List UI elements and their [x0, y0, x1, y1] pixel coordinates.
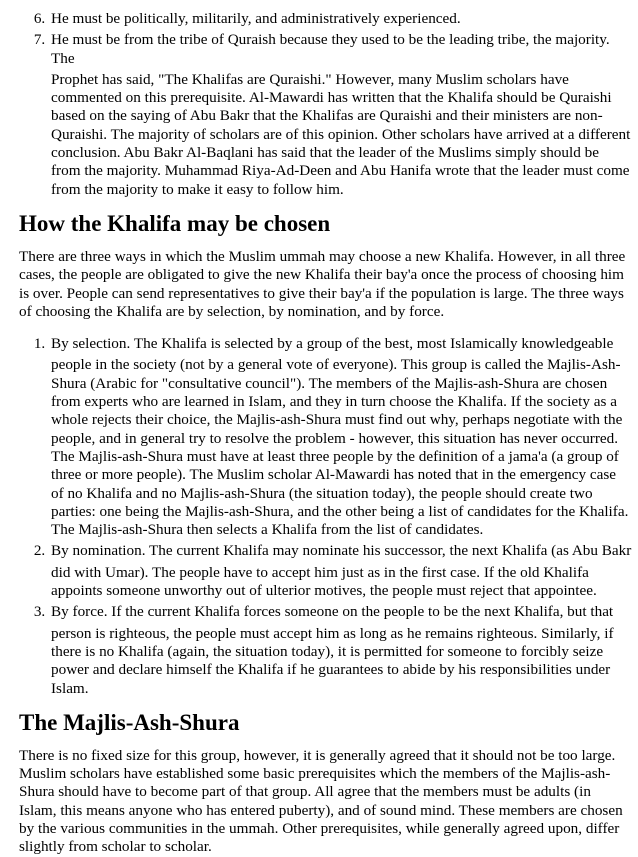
list-item-text: did with Umar). The people have to accept him just as in the first case. If the old Khalifa appoints someone unworthy out of ulterior motives, the people must reject that appointee.: [51, 563, 597, 600]
prerequisites-list: [19, 10, 632, 199]
list-item-text: Prophet has said, "The Khalifas are Quraishi." However, many Muslim scholars have commented on this prerequisite. Al-Mawardi has written that the Khalifa should be Quraishi based on the saying of Abu Bakr that the Khalifas are Quraishi and their ministers are non-Quraishi. The majority of scholars are of this opinion. Other scholars have arrived at a different conclusion. Abu Bakr Al-Baqlani has said that the leader of the Muslims simply should be from the majority. Muhammad Riya-Ad-Deen and Abu Hanifa wrote that the leader must come from the majority to make it easy to follow him.: [51, 70, 631, 198]
list-item-first-line: 2. By nomination. The current Khalifa may nominate his successor, the next Khalifa (as Abu Bakr: [51, 542, 632, 560]
section-heading-choosing: How the Khalifa may be chosen: [19, 210, 331, 236]
list-item-text: people in the society (not by a general vote of everyone). This group is called the Majlis-Ash-Shura (Arabic for "consultative council"). The members of the Majlis-ash-Shura are chosen from experts who are learned in Islam, and they in turn choose the Khalifa. If the society as a whole rejects their choice, the Majlis-ash-Shura must find out why, perhaps negotiate with the people, and in general try to resolve the problem - however, this situation has never occurred. The Majlis-ash-Shura must have at least three people by the definition of a jama'a (a group of three or more people). The Muslim scholar Al-Mawardi has noted that in the emergency case of no Khalifa and no Majlis-ash-Shura (the situation today), the people should create two parties: one being the Majlis-ash-Shura, and the other being a list of candidates for the Khalifa. The Majlis-ash-Shura then selects a Khalifa from the list of candidates.: [51, 356, 629, 539]
list-item: [49, 31, 632, 199]
section-intro-paragraph: There are three ways in which the Muslim ummah may choose a new Khalifa. However, in all three cases, the people are obligated to give the new Khalifa their bay'a once the process of choosing him is over. People can send representatives to give their bay'a if the population is large. The three ways of choosing the Khalifa are by selection, by nomination, and by force.: [19, 247, 626, 320]
majlis-paragraph: There is no fixed size for this group, however, it is generally agreed that it should not be too large. Muslim scholars have established some basic prerequisites which the members of the Majlis-ash-Shura should have to become part of that group. All agree that the members must be adults (in Islam, this means anyone who has entered puberty), and of sound mind. These members are chosen by the various communities in the ummah. Other prerequisites, while generally agreed upon, differ slightly from scholar to scholar.: [19, 746, 623, 856]
list-item-first-line: 1. By selection. The Khalifa is selected by a group of the best, most Islamically knowledgeable: [51, 335, 614, 353]
list-item-text: person is righteous, the people must accept him as long as he remains righteous. Similarly, if there is no Khalifa (again, the situation today), it is permitted for someone to forcibly seize power and declare himself the Khalifa if he guarantees to abide by his responsibilities under Islam.: [51, 624, 614, 697]
section-heading-majlis: The Majlis-Ash-Shura: [19, 709, 240, 735]
list-item: [49, 542, 632, 600]
ways-list: [19, 335, 632, 698]
list-item-first-line: 3. By force. If the current Khalifa forces someone on the people to be the next Khalifa, but that: [51, 603, 614, 621]
list-item-first-line: 7. He must be from the tribe of Quraish because they used to be the leading tribe, the majority. The: [51, 31, 610, 67]
list-item: [49, 603, 632, 697]
list-item: [49, 10, 632, 28]
list-item: [49, 335, 632, 539]
list-item-text: He must be politically, militarily, and administratively experienced.: [51, 10, 461, 27]
